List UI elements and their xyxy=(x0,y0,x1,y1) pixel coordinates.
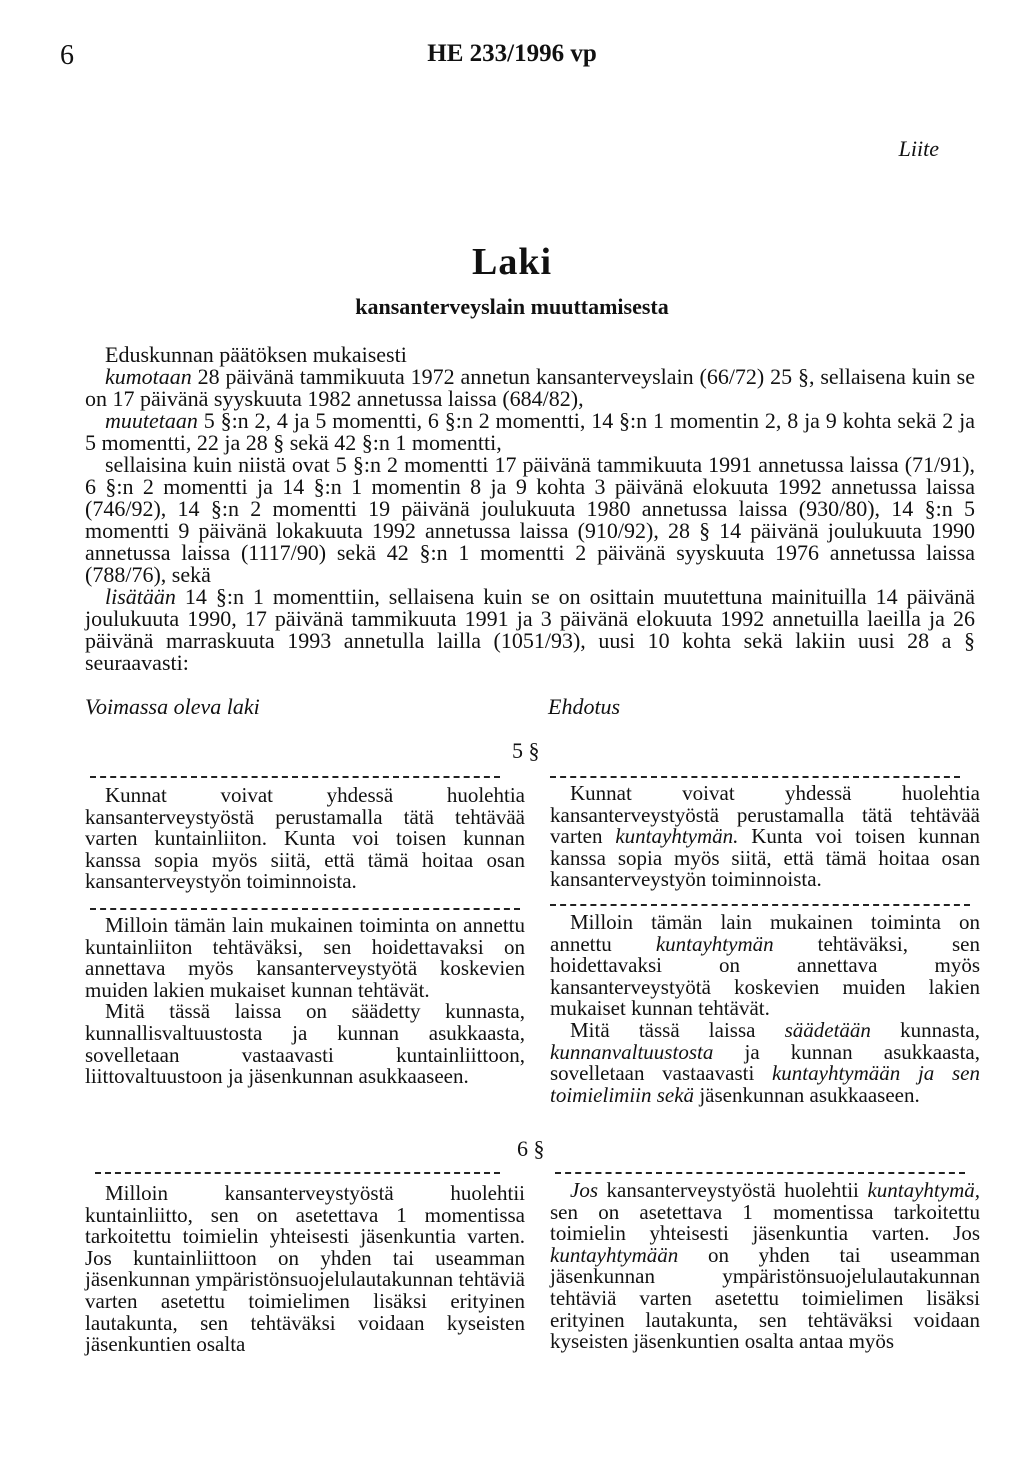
intro-paragraph: kumotaan 28 päivänä tammikuuta 1972 annetun kansanterveyslain (66/72) 25 §, sellaisena kuin se on 17 päivänä syyskuuta 1982 annetussa laissa (684/82), xyxy=(85,364,975,411)
attachment-label: Liite xyxy=(898,136,939,161)
proposed-section-5-text xyxy=(550,783,980,891)
enactment-clause xyxy=(85,344,975,674)
proposal-heading: Ehdotus xyxy=(548,694,621,719)
proposed-section-5-text-cont xyxy=(550,912,980,1106)
paragraph: Jos kansanterveystyöstä huolehtii kuntayhtymä, sen on asetettava 1 momentissa tarkoitettu toimielin yhteisesti jäsenkuntia varten. Jos kuntayhtymään on yhden tai useamman jäsenkunnan ympäristönsuojelulautakunnan tehtäviä varten asetettu toimielimen lisäksi erityinen lautakunta, sen tehtäväksi voidaan kyseisten jäsenkuntien osalta antaa myös xyxy=(550,1178,980,1354)
paragraph: Milloin kansanterveystyöstä huolehtii kuntainliitto, sen on asetettava 1 momentissa tarkoitettu toimielin yhteisesti jäsenkuntia varten. Jos kuntainliittoon on yhden tai useamman jäsenkunnan ympäristönsuojelulautakunnan tehtäviä varten asetettu toimielimen lisäksi erityinen lautakunta, sen tehtäväksi voidaan kyseisten jäsenkuntien osalta xyxy=(85,1181,525,1357)
paragraph: Milloin tämän lain mukainen toiminta on annettu kuntayhtymän tehtäväksi, sen hoidettavaksi on annettava myös kansanterveystyötä koskevien muiden lakien mukaiset kunnan tehtävät. xyxy=(550,910,980,1021)
omission-line xyxy=(95,1172,500,1174)
omission-line xyxy=(555,1172,965,1174)
paragraph: Kunnat voivat yhdessä huolehtia kansanterveystyöstä perustamalla tätä tehtävää varten kuntainliiton. Kunta voi toisen kunnan kanssa sopia myös siitä, että tämä hoitaa osan kansanterveystyön toiminnoista. xyxy=(85,783,525,894)
law-title: Laki xyxy=(471,241,553,283)
paragraph: Milloin tämän lain mukainen toiminta on annettu kuntainliiton tehtäväksi, sen hoidettavaksi on annettava myös kansanterveystyötä koskevien muiden lakien mukaiset kunnan tehtävät. xyxy=(85,913,525,1002)
section-6-number: 6 § xyxy=(517,1136,545,1161)
law-subtitle: kansanterveyslain muuttamisesta xyxy=(355,294,669,319)
section-5-number: 5 § xyxy=(512,738,540,763)
paragraph: Mitä tässä laissa on säädetty kunnasta, kunnallisvaltuustosta ja kunnan asukkaasta, sovelletaan vastaavasti kuntainliittoon, liittovaltuustoon ja jäsenkunnan asukkaaseen. xyxy=(85,999,525,1089)
document-header: HE 233/1996 vp xyxy=(427,40,597,67)
paragraph: Kunnat voivat yhdessä huolehtia kansanterveystyöstä perustamalla tätä tehtävää varten kuntayhtymän. Kunta voi toisen kunnan kanssa sopia myös siitä, että tämä hoitaa osan kansanterveystyön toiminnoista. xyxy=(550,781,980,892)
intro-paragraph: sellaisina kuin niistä ovat 5 §:n 2 momentti 17 päivänä tammikuuta 1991 annetussa laissa (71/91), 6 §:n 2 momentti ja 14 §:n 1 momentin 8 ja 9 kohta 3 päivänä elokuuta 1992 annetussa laissa (746/92), 14 §:n 2 momentti 19 päivänä joulukuuta 1980 annetussa laissa (930/80), 14 §:n 5 momentti 9 päivänä lokakuuta 1992 annetussa laissa (910/92), 28 § 14 päivänä joulukuuta 1990 annetussa laissa (1117/90) sekä 42 §:n 1 momentti 2 päivänä syyskuuta 1976 annetussa laissa (788/76), sekä xyxy=(85,452,975,587)
paragraph: Mitä tässä laissa säädetään kunnasta, kunnanvaltuustosta ja kunnan asukkaasta, sovelletaan vastaavasti kuntayhtymään ja sen toimielimiin sekä jäsenkunnan asukkaaseen. xyxy=(550,1017,980,1107)
intro-paragraph: Eduskunnan päätöksen mukaisesti xyxy=(105,342,407,367)
current-section-5-text xyxy=(85,785,525,893)
intro-paragraph: muutetaan 5 §:n 2, 4 ja 5 momentti, 6 §:n 2 momentti, 14 §:n 1 momentin 2, 8 ja 9 kohta sekä 2 ja 5 momentti, 22 ja 28 § sekä 42 §:n 1 momentti, xyxy=(85,408,975,455)
current-law-heading: Voimassa oleva laki xyxy=(85,694,260,719)
page-number: 6 xyxy=(60,40,74,71)
omission-line xyxy=(90,776,500,778)
current-section-6-text xyxy=(85,1183,525,1356)
omission-line xyxy=(550,904,970,906)
omission-line xyxy=(550,776,960,778)
omission-line xyxy=(90,908,520,910)
intro-paragraph: lisätään 14 §:n 1 momenttiin, sellaisena kuin se on osittain muutettuna mainituilla 14 päivänä joulukuuta 1990, 17 päivänä tammikuuta 1991 ja 3 päivänä elokuuta 1992 annetuilla laeilla ja 26 päivänä marraskuuta 1993 annetulla lailla (1051/93), uusi 10 kohta sekä lakiin uusi 28 a § seuraavasti: xyxy=(85,584,975,675)
proposed-section-6-text xyxy=(550,1180,980,1353)
current-section-5-text-cont xyxy=(85,915,525,1088)
